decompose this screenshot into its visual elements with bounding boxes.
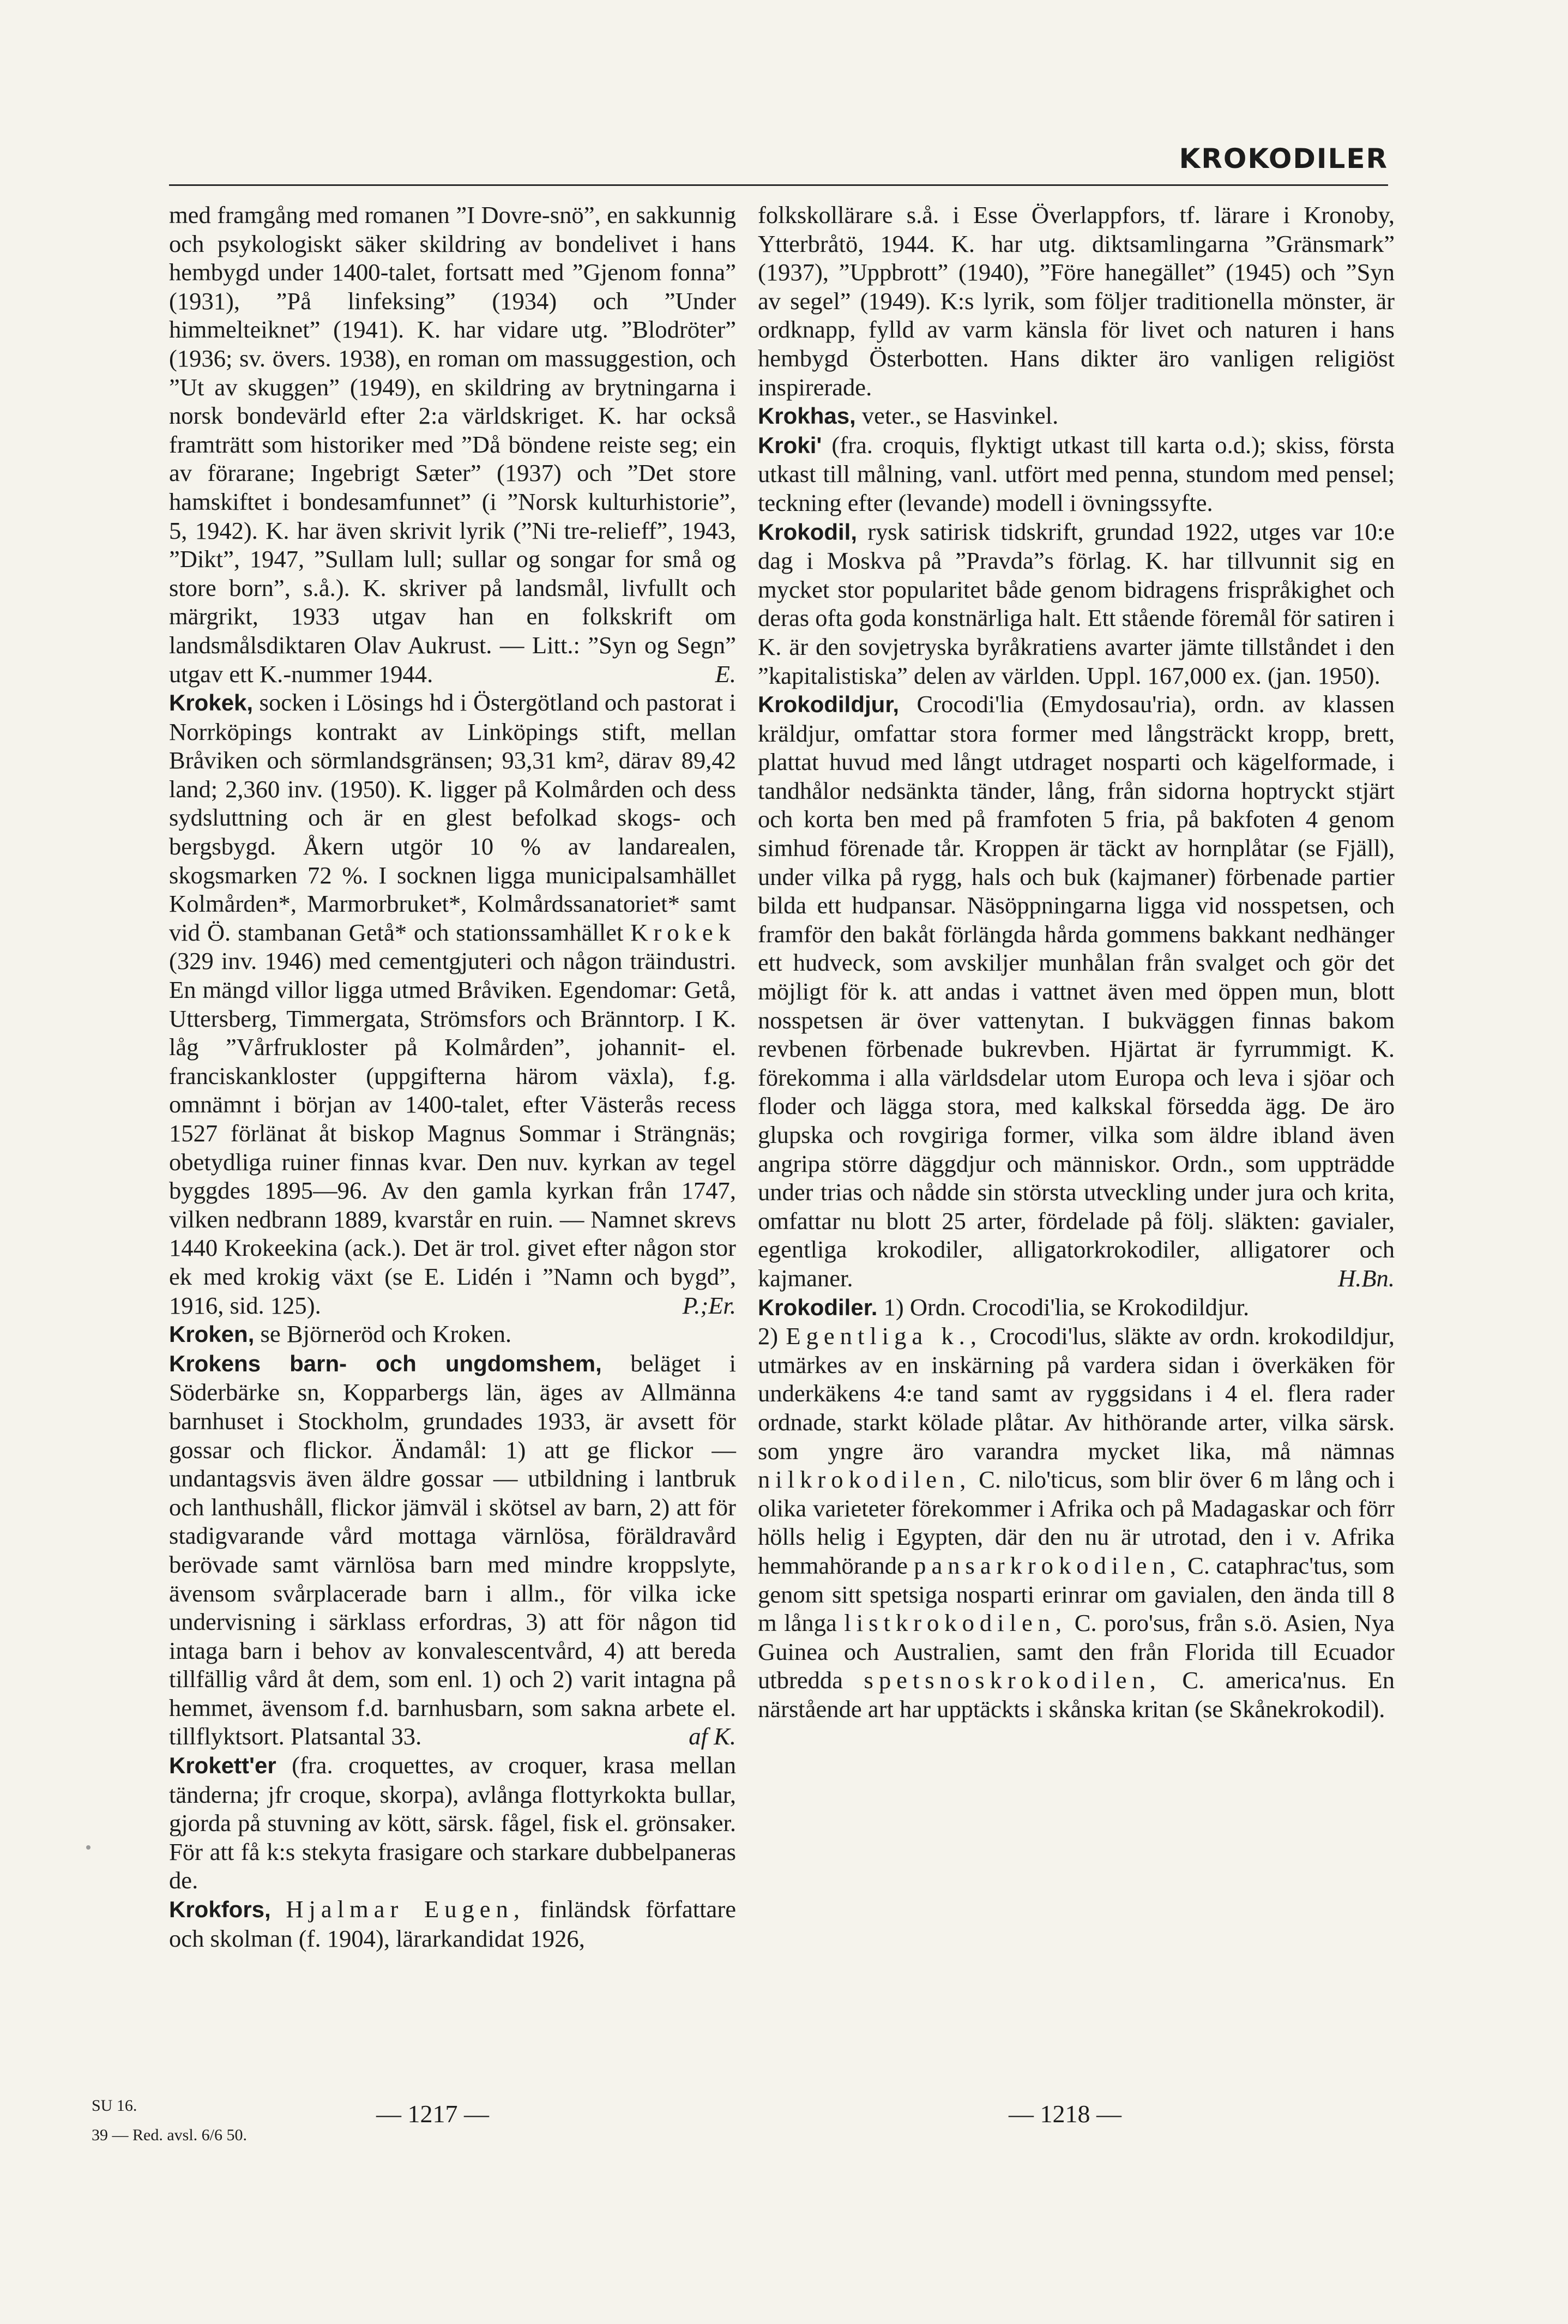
paragraph-text: folkskollärare s.å. i Esse Överlappfors, tf. lärare i Kronoby, Ytterbråtö, 1944. K. har utg. diktsamlingarna ”Gränsmark” (1937), ”Uppbrott” (1940), ”Före hanegället” (1945) och ”Syn av segel” (1949). K:s lyrik, som följer traditionella mönster, är ordknapp, fylld av varm känsla för livet och naturen i hans hembygd Österbotten. Hans dikter äro vanligen religiöst inspirerade. bbox=[758, 201, 1395, 401]
entry-kroken bbox=[169, 1320, 736, 1349]
headword: Krokhas, bbox=[758, 403, 856, 429]
headword: Krokodildjur, bbox=[758, 691, 900, 718]
entry-text: veter., se Hasvinkel. bbox=[855, 402, 1059, 430]
entry-krokodiler bbox=[758, 1293, 1395, 1322]
headword: Krokodiler. bbox=[758, 1294, 878, 1320]
header-rule bbox=[169, 184, 1388, 186]
author-signature: af K. bbox=[689, 1723, 736, 1750]
headword: Krokens barn- och ungdomshem, bbox=[169, 1350, 602, 1376]
entry-text: Crocodi'lus, släkte av ordn. krokodildjur, utmärkes av en inskärning på vardera sidan i överkäken för underkäkens 4:e tand samt av ryggsidans i 4 el. flera rader ordnade, starkt kölade plåtar. Av hithörande arter, vilka särsk. som yngre äro varandra mycket lika, må nämnas bbox=[758, 1322, 1395, 1465]
entry-krokhas bbox=[758, 401, 1395, 431]
colophon-line: 39 — Red. avsl. 6/6 50. bbox=[92, 2126, 247, 2144]
entry-krokodil bbox=[758, 517, 1395, 690]
page-number-right: — 1218 — bbox=[1009, 2100, 1121, 2128]
right-column bbox=[758, 201, 1395, 1723]
headword: Kroken, bbox=[169, 1321, 255, 1347]
spaced-term: listkrokodilen, bbox=[844, 1609, 1068, 1637]
spaced-term: Hjalmar Eugen, bbox=[286, 1895, 526, 1923]
entry-text: C. nilo'ticus, som blir över 6 m lång och i olika varieteter förekommer i Afrika och på Madagaskar och förr hölls helig i Egypten, där den nu är utrotad, den i v. Afrika hemmahörande bbox=[758, 1466, 1395, 1579]
author-signature: H.Bn. bbox=[1337, 1264, 1395, 1292]
spaced-term: Egentliga k., bbox=[786, 1322, 982, 1350]
page-number-left: — 1217 — bbox=[376, 2100, 489, 2128]
entry-text: C. america'nus. En närstående art har upptäckts i skånska kritan (se Skånekrokodil). bbox=[758, 1666, 1395, 1723]
paragraph-continuation bbox=[758, 201, 1395, 401]
entry-text: (329 inv. 1946) med cementgjuteri och någon träindustri. En mängd villor ligga utmed Bråviken. Egendomar: Getå, Uttersberg, Timmergata, Strömsfors och Bränntorp. I K. låg ”Vårfrukloster på Kolmården”, johannit- el. franciskankloster (uppgifterna härom växla), f.g. omnämnt i början av 1400-talet, efter Västerås recess 1527 förlänat åt biskop Magnus Sommar i Strängnäs; obetydliga ruiner finnas kvar. Den nuv. kyrkan av tegel byggdes 1895—96. Av den gamla kyrkan från 1747, vilken nedbrann 1889, kvarstår en ruin. — Namnet skrevs 1440 Krokeekina (ack.). Det är trol. givet efter någon stor ek med krokig växt (se E. Lidén i ”Namn och bygd”, 1916, sid. 125). bbox=[169, 947, 736, 1319]
entry-krokens-barnhem bbox=[169, 1349, 736, 1751]
entry-text: rysk satirisk tidskrift, grundad 1922, utges var 10:e dag i Moskva på ”Pravda”s förlag. K. har tillvunnit sig en mycket stor popularitet både genom bidragens frispråkighet och deras ofta goda konstnärliga halt. Ett stående föremål för satiren i K. är den sovjetryska byråkratiens avarter jämte tillståndet i den ”kapitalistiska” delen av världen. Uppl. 167,000 ex. (jan. 1950). bbox=[758, 517, 1395, 689]
headword: Krokfors, bbox=[169, 1896, 271, 1923]
entry-krokodildjur bbox=[758, 690, 1395, 1292]
entry-text: finländsk författare och skolman (f. 1904), lärarkandidat 1926, bbox=[169, 1895, 736, 1952]
entry-text: 1) Ordn. Crocodi'lia, se Krokodildjur. bbox=[877, 1293, 1250, 1321]
entry-krokfors bbox=[169, 1895, 736, 1953]
headword: Kroki' bbox=[758, 432, 822, 458]
spaced-term: pansarkrokodilen, bbox=[914, 1551, 1181, 1579]
entry-text: Crocodi'lia (Emydosau'ria), ordn. av klassen kräldjur, omfattar stora former med långsträckt kropp, brett, plattat huvud med långt utdraget nosparti och kägelformade, i tandhålor nedsänkta tänder, lång, från sidorna hoptryckt stjärt och korta ben med på framfoten 5 fria, på bakfoten 4 genom simhud förenade tår. Kroppen är täckt av hornplåtar (se Fjäll), under vilka på rygg, hals och buk (kajmaner) förbenade partier bilda ett hudpansar. Näsöppningarna ligga vid nosspetsen, och framför den bakåt förlängda hårda gommens bakkant nedhänger ett hudveck, som avskiljer munhålan från svalget och gör det möjligt för k. att andas i vattnet även med öppen mun, blott nosspetsen är över vattenytan. I bukväggen finnas bakom revbenen förbenade bukrevben. Hjärtat är fyrrummigt. K. förekomma i alla världsdelar utom Europa och leva i sjöar och floder och lägga stora, med kalkskal försedda ägg. De äro glupska och rovgiriga former, vilka som äldre ibland även angripa större däggdjur och människor. Ordn., som uppträdde under trias och nådde sin största utveckling under jura och krita, omfattar nu blott 25 arter, fördelade på följ. släkten: gavialer, egentliga krokodiler, alligatorkrokodiler, alligatorer och kajmaner. bbox=[758, 690, 1395, 1292]
entry-text: socken i Lösings hd i Östergötland och pastorat i Norrköpings kontrakt av Linköpings stift, mellan Bråviken och sörmlandsgränsen; 93,31 km², därav 89,42 land; 2,360 inv. (1950). K. ligger på Kolmården och dess sydsluttning och är en glest befolkad skogs- och bergsbygd. Åkern utgör 10 % av landarealen, skogsmarken 72 %. I socknen ligga municipalsamhället Kolmården*, Marmorbruket*, Kolmårdssanatoriet* samt vid Ö. stambanan Getå* och stationssamhället bbox=[169, 689, 736, 946]
spaced-term: spetsnoskrokodilen, bbox=[864, 1666, 1161, 1694]
paragraph-text: med framgång med romanen ”I Dovre-snö”, en sakkunnig och psykologiskt säker skildring av bondelivet i hans hembygd under 1400-talet, fortsatt med ”Gjenom fonna” (1931), ”På linfeksing” (1934) och ”Under himmelteiknet” (1941). K. har vidare utg. ”Blodröter” (1936; sv. övers. 1938), en roman om massuggestion, och ”Ut av skuggen” (1949), en skildring av brytningarna i norsk bondevärld efter 2:a världskriget. K. har också framträtt som historiker med ”Då böndene reiste seg; ein av förarane; Ingebrigt Sæter” (1937) och ”Det store hamskiftet i bondesamfunnet” (i ”Norsk kulturhistorie”, 5, 1942). K. har även skrivit lyrik (”Ni tre-relieff”, 1943, ”Dikt”, 1947, ”Sullam lull; sullar og songar for små og store born”, s.å.). K. skriver på landsmål, livfullt och märgrikt, 1933 utgav han en folkskrift om landsmålsdiktaren Olav Aukrust. — Litt.: ”Syn og Segn” utgav ett K.-nummer 1944. bbox=[169, 201, 736, 688]
entry-text: beläget i Söderbärke sn, Kopparbergs län, äges av Allmänna barnhuset i Stockholm, grundades 1933, är avsett för gossar och flickor. Ändamål: 1) att ge flickor — undantagsvis även äldre gossar — utbildning i lantbruk och lanthushåll, flickor jämväl i skötsel av barn, 2) att för stadigvarande vård mottaga värnlösa, föräldravård berövade samt värnlösa barn med mindre kroppslyte, ävensom svårplacerade barn i allm., för vilka icke undervisning i särklass erfordras, 3) att för någon tid intaga barn i behov av konvalescentvård, 4) att bereda tillfällig vård åt dem, som enl. 1) och 2) varit intagna på hemmet, ävensom f.d. barnhusbarn, som sakna arbete el. tillflyktsort. Platsantal 33. bbox=[169, 1349, 736, 1750]
colophon bbox=[92, 2091, 247, 2150]
headword: Krokett'er bbox=[169, 1753, 276, 1779]
entry-kroki bbox=[758, 431, 1395, 517]
entry-text: (fra. croquettes, av croquer, krasa mellan tänderna; jfr croque, skorpa), avlånga flottyrkokta bullar, gjorda på stuvning av kött, särsk. fågel, fisk el. grönsaker. För att få k:s stekyta frasigare och starkare dubbelpaneras de. bbox=[169, 1751, 736, 1894]
entry-krokek bbox=[169, 688, 736, 1320]
spaced-term: Krokek bbox=[630, 918, 736, 946]
headword: Krokek, bbox=[169, 690, 254, 716]
entry-text: C. poro'sus, från s.ö. Asien, Nya Guinea och Australien, samt den från Florida till Ecuador utbredda bbox=[758, 1609, 1395, 1694]
entry-text: se Björneröd och Kroken. bbox=[254, 1320, 512, 1348]
entry-text: (fra. croquis, flyktigt utkast till karta o.d.); skiss, första utkast till målning, vanl. utfört med penna, stundom med pensel; teckning efter (levande) modell i övningssyfte. bbox=[758, 431, 1395, 516]
author-signature: P.;Er. bbox=[682, 1291, 736, 1319]
spaced-term: nilkrokodilen, bbox=[758, 1466, 972, 1494]
author-signature: E. bbox=[715, 660, 736, 688]
paragraph-continuation bbox=[169, 201, 736, 688]
entry-egentliga-krokodiler bbox=[758, 1322, 1395, 1723]
entry-text: 2) bbox=[758, 1322, 786, 1350]
entry-kroketter bbox=[169, 1751, 736, 1895]
headword: Krokodil, bbox=[758, 519, 858, 545]
entry-text: C. cataphrac'tus, som genom sitt spetsiga nosparti erinrar om gavialen, den ända till 8 m långa bbox=[758, 1551, 1395, 1637]
left-column bbox=[169, 201, 736, 1953]
colophon-line: SU 16. bbox=[92, 2097, 137, 2115]
running-head: KROKODILER bbox=[1179, 143, 1388, 174]
paper-speck bbox=[86, 1845, 91, 1850]
